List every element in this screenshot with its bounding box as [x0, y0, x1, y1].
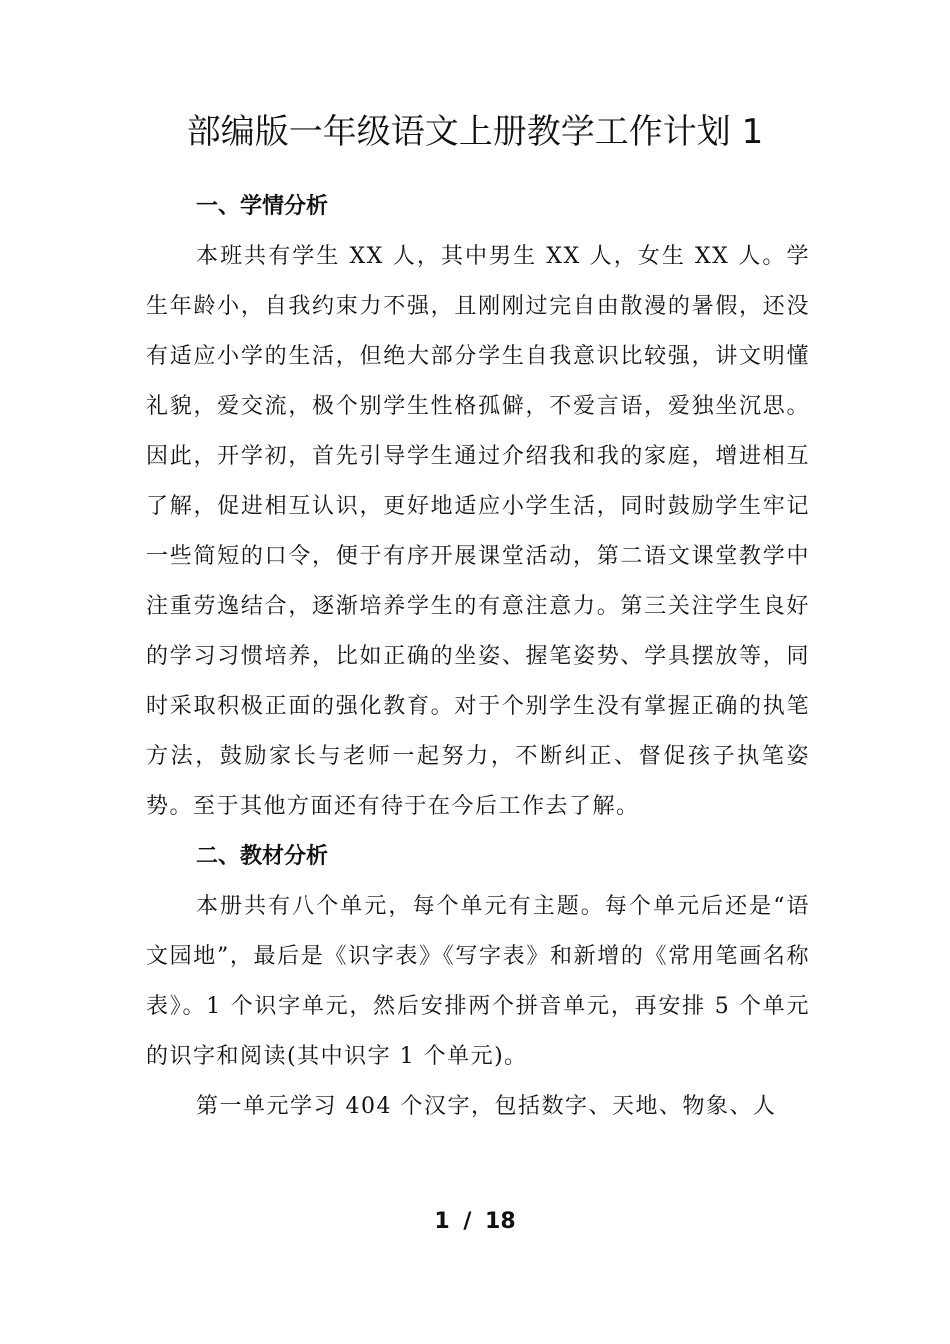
section-heading-textbook-analysis: 二、教材分析 [196, 844, 329, 869]
page-number: 1 / 18 [434, 1209, 516, 1234]
document-title: 部编版一年级语文上册教学工作计划 1 [186, 112, 764, 152]
paragraph-learning-analysis: 本班共有学生 XX 人，其中男生 XX 人，女生 XX 人。学生年龄小，自我约束力不强，且刚刚过完自由散漫的暑假，还没有适应小学的生活，但绝大部分学生自我意识比较强，讲文明懂礼貌，爱交流，极个别学生性格孤僻，不爱言语，爱独坐沉思。因此，开学初，首先引导学生通过介绍我和我的家庭，增进相互了解，促进相互认识，更好地适应小学生活，同时鼓励学生牢记一些简短的口令，便于有序开展课堂活动，第二语文课堂教学中注重劳逸结合，逐渐培养学生的有意注意力。第三关注学生良好的学习习惯培养，比如正确的坐姿、握笔姿势、学具摆放等，同时采取积极正面的强化教育。对于个别学生没有掌握正确的执笔方法，鼓励家长与老师一起努力，不断纠正、督促孩子执笔姿势。至于其他方面还有待于在今后工作去了解。 [146, 244, 810, 819]
paragraph-unit-one: 第一单元学习 404 个汉字，包括数字、天地、物象、人 [196, 1094, 777, 1119]
section-heading-learning-analysis: 一、学情分析 [196, 194, 329, 219]
document-body [146, 182, 810, 1132]
paragraph-textbook-overview: 本册共有八个单元，每个单元有主题。每个单元后还是“语文园地”，最后是《识字表》《写字表》和新增的《常用笔画名称表》。1 个识字单元，然后安排两个拼音单元，再安排 5 个单元的识字和阅读(其中识字 1 个单元)。 [146, 894, 810, 1069]
